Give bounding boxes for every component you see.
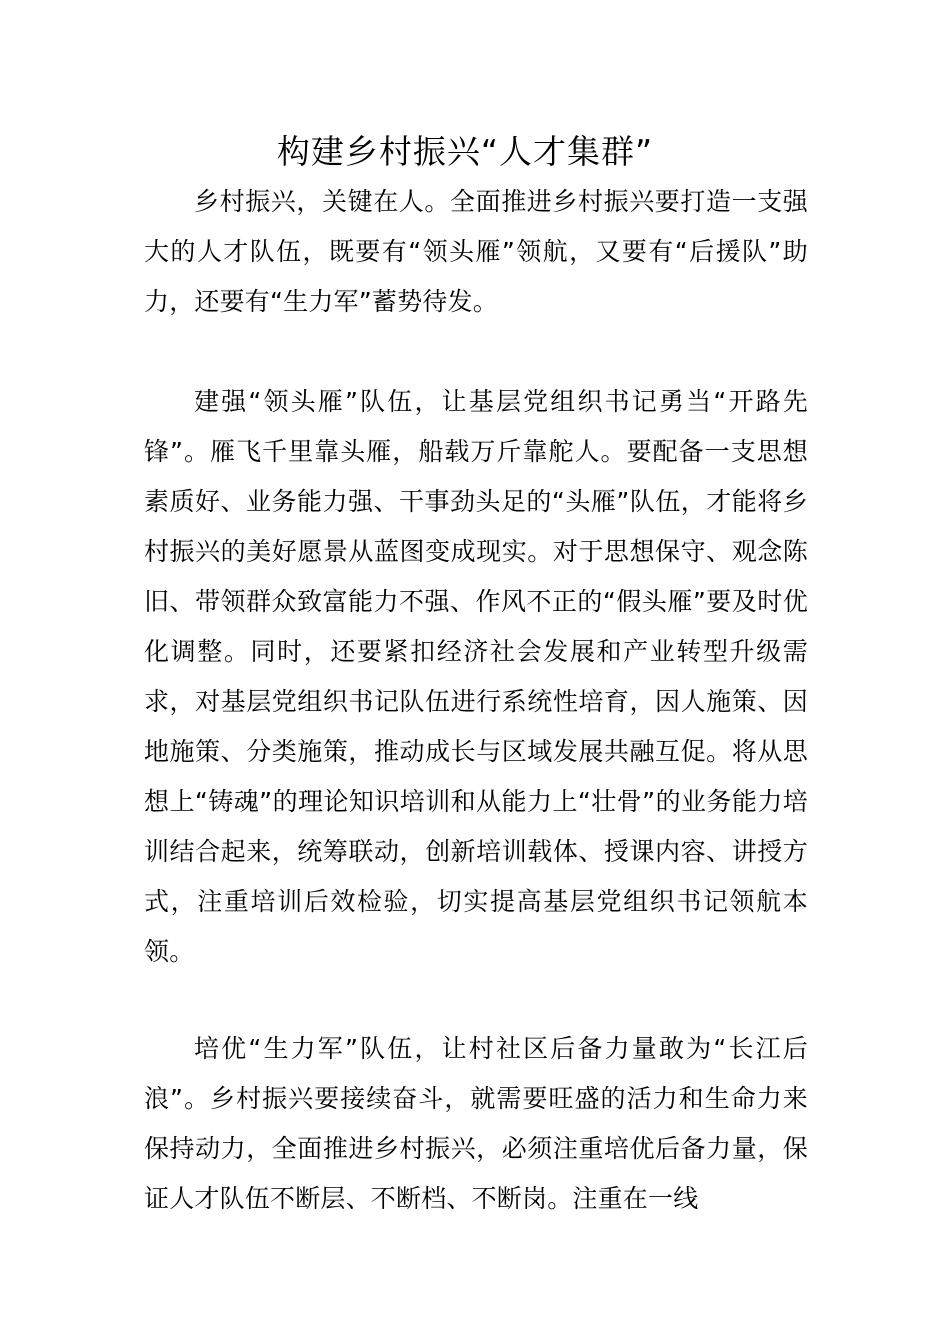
- paragraph-intro: 乡村振兴，关键在人。全面推进乡村振兴要打造一支强大的人才队伍，既要有“领头雁”领航，又要有“后援队”助力，还要有“生力军”蓄势待发。: [144, 187, 808, 316]
- paragraph-leaders: 建强“领头雁”队伍，让基层党组织书记勇当“开路先锋”。雁飞千里靠头雁，船载万斤靠舵人。要配备一支思想素质好、业务能力强、干事劲头足的“头雁”队伍，才能将乡村振兴的美好愿景从蓝图变成现实。对于思想保守、观念陈旧、带领群众致富能力不强、作风不正的“假头雁”要及时优化调整。同时，还要紧扣经济社会发展和产业转型升级需求，对基层党组织书记队伍进行系统性培育，因人施策、因地施策、分类施策，推动成长与区域发展共融互促。将从思想上“铸魂”的理论知识培训和从能力上“壮骨”的业务能力培训结合起来，统筹联动，创新培训载体、授课内容、讲授方式，注重培训后效检验，切实提高基层党组织书记领航本领。: [144, 387, 808, 966]
- paragraph-reserve-force: 培优“生力军”队伍，让村社区后备力量敢为“长江后浪”。乡村振兴要接续奋斗，就需要旺盛的活力和生命力来保持动力，全面推进乡村振兴，必须注重培优后备力量，保证人才队伍不断层、不断档、不断岗。注重在一线: [144, 1034, 808, 1213]
- document-title: 构建乡村振兴“人才集群”: [276, 132, 654, 171]
